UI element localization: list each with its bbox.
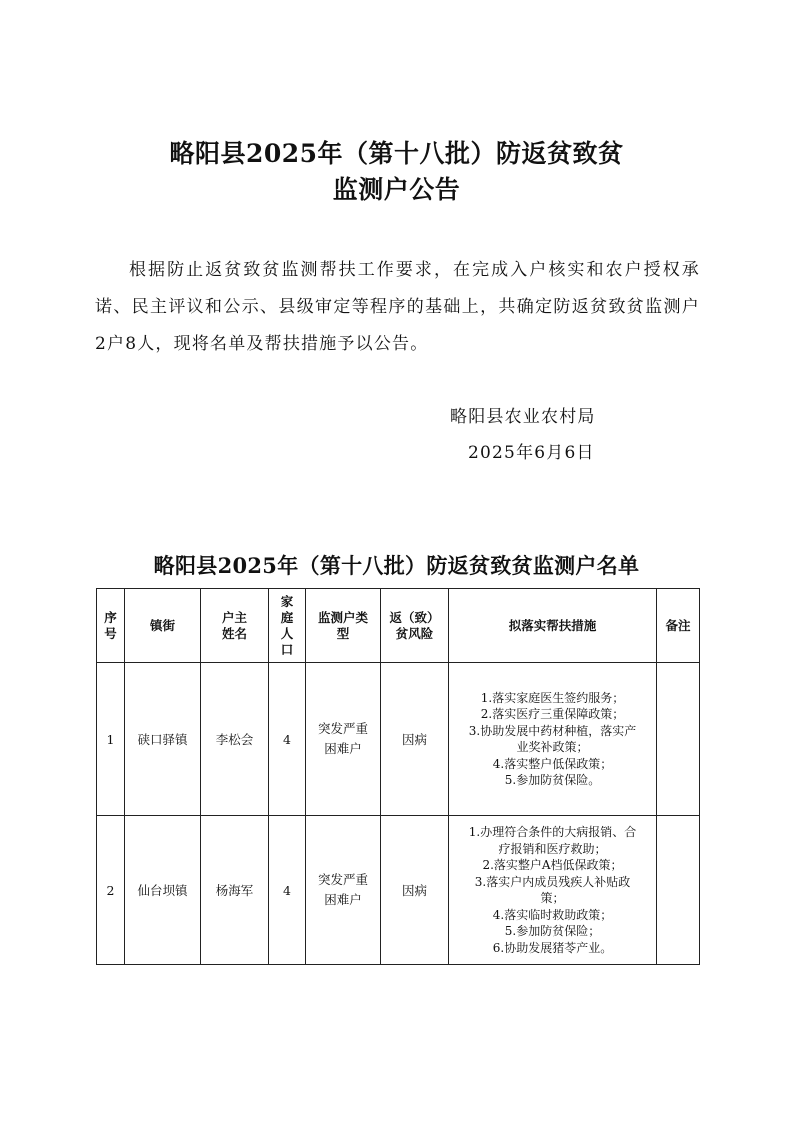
header-head-part: 姓名 <box>221 625 247 641</box>
measure-item: 业奖补政策； <box>516 740 589 754</box>
measure-item: 4.落实整户低保政策； <box>492 756 613 771</box>
cell-family-size: 4 <box>269 816 306 965</box>
header-assistance-measures: 拟落实帮扶措施 <box>449 589 657 663</box>
header-seq-part: 序 <box>104 609 117 625</box>
cell-poverty-risk: 因病 <box>381 663 449 816</box>
cell-remarks <box>657 663 700 816</box>
measure-item: 1.办理符合条件的大病报销、合 <box>468 825 637 839</box>
header-seq <box>97 589 125 663</box>
announcement-paragraph: 根据防止返贫致贫监测帮扶工作要求，在完成入户核实和农户授权承诺、民主评议和公示、县级审定等程序的基础上，共确定防返贫致贫监测户2户8人，现将名单及帮扶措施予以公告。 <box>95 260 700 354</box>
cell-type-part: 困难户 <box>324 892 362 907</box>
header-family-part: 人 <box>280 625 294 641</box>
measure-item: 5.参加防贫保险； <box>504 924 601 938</box>
header-monitor-type <box>306 589 381 663</box>
measure-list <box>449 690 656 789</box>
header-remarks: 备注 <box>657 589 700 663</box>
measure-item: 5.参加防贫保险。 <box>504 773 601 787</box>
header-risk-part: 贫风险 <box>395 625 434 641</box>
cell-household-head: 李松会 <box>201 663 269 816</box>
signature-date: 2025年6月6日 <box>468 443 595 463</box>
header-head-part: 户主 <box>221 609 247 625</box>
table-title: 略阳县2025年（第十八批）防返贫致贫监测户名单 <box>153 553 640 578</box>
page-title <box>0 136 793 208</box>
signature-organization: 略阳县农业农村局 <box>450 407 596 427</box>
measure-item: 3.落实户内成员残疾人补贴政 <box>474 874 631 889</box>
cell-monitor-type <box>306 663 381 816</box>
cell-remarks <box>657 816 700 965</box>
header-family-part: 庭 <box>280 609 294 625</box>
cell-monitor-type <box>306 816 381 965</box>
measure-item: 3.协助发展中药材种植，落实产 <box>468 723 637 738</box>
monitoring-households-table <box>96 588 700 965</box>
measure-item: 2.落实整户A档低保政策； <box>482 858 623 872</box>
table-row <box>97 816 700 965</box>
header-family-size <box>269 589 306 663</box>
cell-assistance-measures <box>449 663 657 816</box>
measure-item: 2.落实医疗三重保障政策； <box>480 707 625 721</box>
cell-type-part: 困难户 <box>324 741 362 756</box>
page-title-line-2: 监测户公告 <box>332 175 461 204</box>
table-row <box>97 663 700 816</box>
measure-item: 疗报销和医疗救助； <box>498 841 607 856</box>
table-header-row <box>97 589 700 663</box>
cell-family-size: 4 <box>269 663 306 816</box>
cell-seq: 1 <box>97 663 125 816</box>
measure-list <box>449 824 656 956</box>
cell-type-part: 突发严重 <box>317 872 368 887</box>
measure-item: 1.落实家庭医生签约服务； <box>480 690 625 705</box>
page-title-line-1: 略阳县2025年（第十八批）防返贫致贫 <box>169 139 624 168</box>
header-family-part: 家 <box>280 593 294 609</box>
cell-assistance-measures <box>449 816 657 965</box>
header-type-part: 型 <box>336 625 350 641</box>
cell-type-part: 突发严重 <box>317 721 368 736</box>
header-town: 镇街 <box>125 589 201 663</box>
header-risk-part: 返（致） <box>389 609 440 625</box>
measure-item: 6.协助发展猪苓产业。 <box>492 940 613 955</box>
cell-town: 仙台坝镇 <box>125 816 201 965</box>
cell-poverty-risk: 因病 <box>381 816 449 965</box>
header-family-part: 口 <box>280 641 294 657</box>
header-poverty-risk <box>381 589 449 663</box>
header-type-part: 监测户类 <box>317 609 368 625</box>
measure-item: 策； <box>540 891 565 905</box>
cell-household-head: 杨海军 <box>201 816 269 965</box>
measure-item: 4.落实临时救助政策； <box>492 907 613 922</box>
header-household-head <box>201 589 269 663</box>
cell-seq: 2 <box>97 816 125 965</box>
cell-town: 硖口驿镇 <box>125 663 201 816</box>
header-seq-part: 号 <box>104 625 117 641</box>
